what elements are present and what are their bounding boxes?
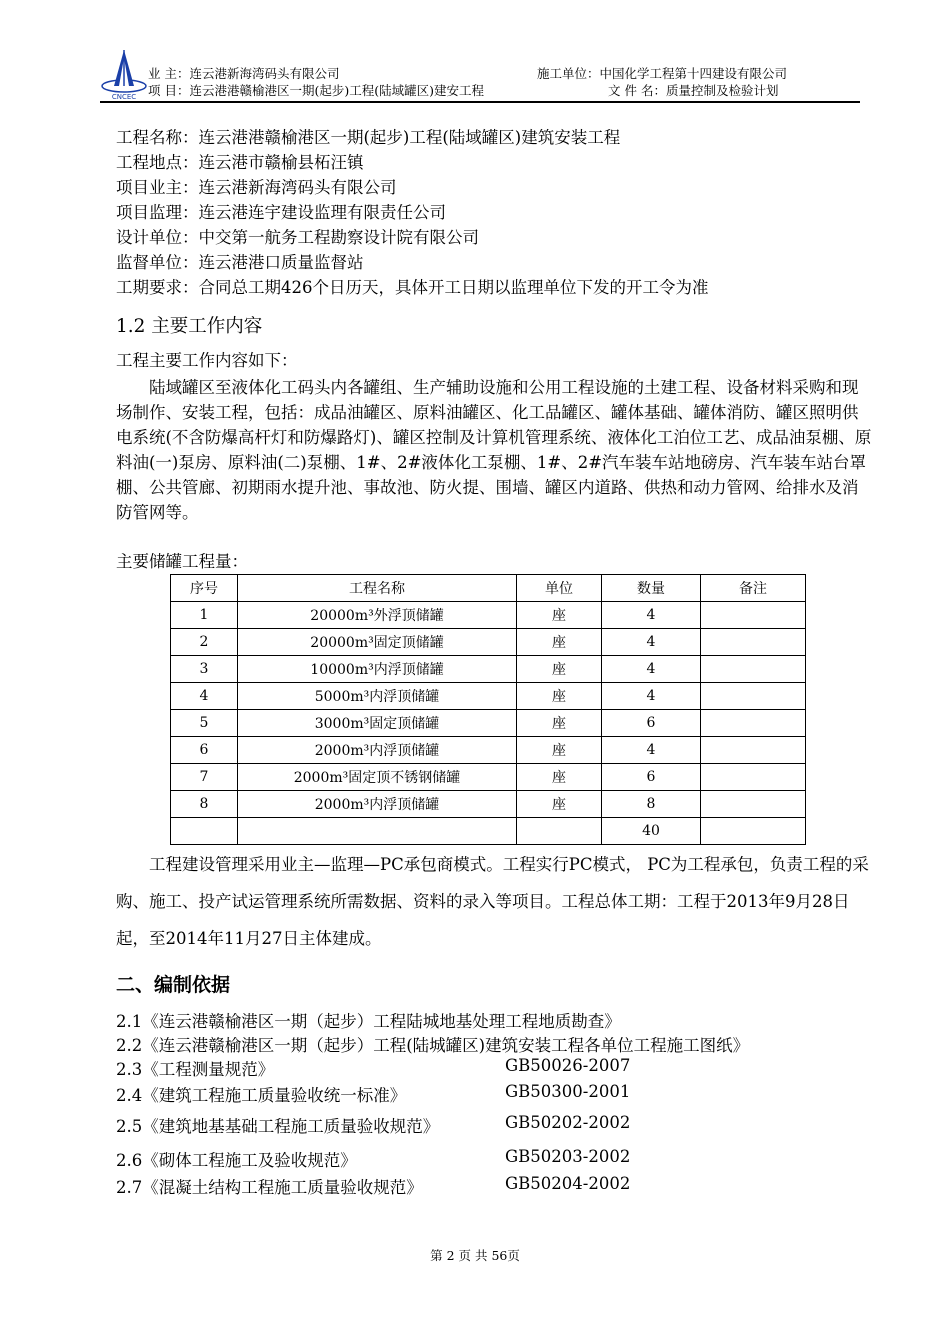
company-logo <box>100 46 148 102</box>
ref-item: 2.4《建筑工程施工质量验收统一标准》 <box>116 1086 407 1105</box>
cell-name: 3000m³固定顶储罐 <box>238 710 517 737</box>
cell-remark <box>701 737 806 764</box>
cell-name: 5000m³内浮顶储罐 <box>238 683 517 710</box>
info-schedule: 工期要求：合同总工期426个日历天，具体开工日期以监理单位下发的开工令为准 <box>116 278 709 297</box>
info-owner: 项目业主：连云港新海湾码头有限公司 <box>116 178 397 197</box>
ref-item: 2.6《砌体工程施工及验收规范》 <box>116 1151 357 1170</box>
ref-standard-code: GB50204-2002 <box>505 1174 631 1193</box>
table-row <box>171 764 806 791</box>
col-header-qty: 数量 <box>602 575 701 602</box>
project-line <box>148 83 484 99</box>
ref-item: 2.1《连云港赣榆港区一期（起步）工程陆城地基处理工程地质勘查》 <box>116 1012 621 1031</box>
col-header-name: 工程名称 <box>238 575 517 602</box>
info-project-name: 工程名称：连云港港赣榆港区一期(起步)工程(陆域罐区)建筑安装工程 <box>116 128 621 147</box>
file-label: 文 件 名： <box>608 83 666 98</box>
cell-no <box>171 818 238 845</box>
cell-remark <box>701 818 806 845</box>
cell-qty: 4 <box>602 737 701 764</box>
cell-name <box>238 818 517 845</box>
cell-qty: 8 <box>602 791 701 818</box>
section-heading-2: 二、编制依据 <box>116 974 231 996</box>
cell-qty: 4 <box>602 683 701 710</box>
page-footer: 第 2 页 共 56页 <box>430 1248 520 1263</box>
table-caption: 主要储罐工程量： <box>116 552 248 571</box>
ref-standard-code: GB50300-2001 <box>505 1082 631 1101</box>
file-value: 质量控制及检验计划 <box>665 83 779 98</box>
cell-remark <box>701 683 806 710</box>
cell-unit: 座 <box>517 656 602 683</box>
cell-no: 8 <box>171 791 238 818</box>
cell-remark <box>701 602 806 629</box>
logo-text: CNCEC <box>111 93 137 101</box>
cell-no: 2 <box>171 629 238 656</box>
cell-name: 2000m³内浮顶储罐 <box>238 791 517 818</box>
cell-unit <box>517 818 602 845</box>
col-header-unit: 单位 <box>517 575 602 602</box>
table-row <box>171 602 806 629</box>
cell-remark <box>701 629 806 656</box>
cell-name: 10000m³内浮顶储罐 <box>238 656 517 683</box>
cell-name: 20000m³固定顶储罐 <box>238 629 517 656</box>
cell-qty: 6 <box>602 710 701 737</box>
table-row <box>171 629 806 656</box>
work-paragraph: 陆域罐区至液体化工码头内各罐组、生产辅助设施和公用工程设施的土建工程、设备材料采购和现场制作、安装工程，包括：成品油罐区、原料油罐区、化工品罐区、罐体基础、罐体消防、罐区照明供电系统(不含防爆高杆灯和防爆路灯)、罐区控制及计算机管理系统、液体化工泊位工艺、成品油泵棚、原料油(一)泵房、原料油(二)泵棚、1#、2#液体化工泵棚、1#、2#汽车装车站地磅房、汽车装车站台罩棚、公共管廊、初期雨水提升池、事故池、防火提、围墙、罐区内道路、供热和动力管网、给排水及消防管网等。 <box>116 378 872 522</box>
cell-no: 6 <box>171 737 238 764</box>
info-location: 工程地点：连云港市赣榆县柘汪镇 <box>116 153 364 172</box>
owner-label: 业 主： <box>148 66 190 81</box>
owner-value: 连云港新海湾码头有限公司 <box>189 66 340 81</box>
cell-unit: 座 <box>517 629 602 656</box>
contractor-value: 中国化学工程第十四建设有限公司 <box>599 66 788 81</box>
col-header-remark: 备注 <box>701 575 806 602</box>
cell-qty: 6 <box>602 764 701 791</box>
ref-item: 2.7《混凝土结构工程施工质量验收规范》 <box>116 1178 423 1197</box>
tank-quantity-table <box>170 574 806 845</box>
cell-unit: 座 <box>517 710 602 737</box>
table-row <box>171 683 806 710</box>
table-row <box>171 656 806 683</box>
file-line <box>608 83 778 99</box>
section-heading-1-2: 1.2 主要工作内容 <box>116 316 263 337</box>
cell-unit: 座 <box>517 737 602 764</box>
table-total-row <box>171 818 806 845</box>
cell-remark <box>701 710 806 737</box>
cell-unit: 座 <box>517 764 602 791</box>
ref-standard-code: GB50202-2002 <box>505 1113 631 1132</box>
cell-name: 20000m³外浮顶储罐 <box>238 602 517 629</box>
ref-item: 2.2《连云港赣榆港区一期（起步）工程(陆城罐区)建筑安装工程各单位工程施工图纸》 <box>116 1036 750 1055</box>
cell-unit: 座 <box>517 791 602 818</box>
cell-no: 4 <box>171 683 238 710</box>
cell-no: 3 <box>171 656 238 683</box>
owner-line <box>148 66 340 82</box>
cell-qty: 4 <box>602 602 701 629</box>
cell-no: 5 <box>171 710 238 737</box>
table-row <box>171 710 806 737</box>
work-intro: 工程主要工作内容如下： <box>116 351 298 370</box>
management-paragraph: 工程建设管理采用业主—监理—PC承包商模式。工程实行PC模式， PC为工程承包，负责工程的采购、施工、投产试运管理系统所需数据、资料的录入等项目。工程总体工期：工程于2013年9月28日起，至2014年11月27日主体建成。 <box>116 855 869 948</box>
ref-standard-code: GB50203-2002 <box>505 1147 631 1166</box>
ref-standard-code: GB50026-2007 <box>505 1056 631 1075</box>
cell-unit: 座 <box>517 602 602 629</box>
contractor-line <box>537 66 787 82</box>
project-label: 项 目： <box>148 83 190 98</box>
info-inspector: 监督单位：连云港港口质量监督站 <box>116 253 364 272</box>
ref-item: 2.3《工程测量规范》 <box>116 1060 275 1079</box>
table-row <box>171 791 806 818</box>
project-value: 连云港港赣榆港区一期(起步)工程(陆域罐区)建安工程 <box>189 83 484 98</box>
info-supervisor: 项目监理：连云港连宇建设监理有限责任公司 <box>116 203 446 222</box>
col-header-no: 序号 <box>171 575 238 602</box>
header-divider <box>100 101 860 103</box>
cell-qty: 4 <box>602 629 701 656</box>
contractor-label: 施工单位： <box>537 66 600 81</box>
cell-no: 7 <box>171 764 238 791</box>
cell-remark <box>701 791 806 818</box>
table-header-row <box>171 575 806 602</box>
ref-item: 2.5《建筑地基基础工程施工质量验收规范》 <box>116 1117 440 1136</box>
cell-unit: 座 <box>517 683 602 710</box>
page-header <box>100 46 860 104</box>
cell-remark <box>701 764 806 791</box>
info-designer: 设计单位：中交第一航务工程勘察设计院有限公司 <box>116 228 479 247</box>
table-row <box>171 737 806 764</box>
cell-total-qty: 40 <box>602 818 701 845</box>
cell-no: 1 <box>171 602 238 629</box>
cell-qty: 4 <box>602 656 701 683</box>
cell-name: 2000m³固定顶不锈钢储罐 <box>238 764 517 791</box>
cell-remark <box>701 656 806 683</box>
cell-name: 2000m³内浮顶储罐 <box>238 737 517 764</box>
